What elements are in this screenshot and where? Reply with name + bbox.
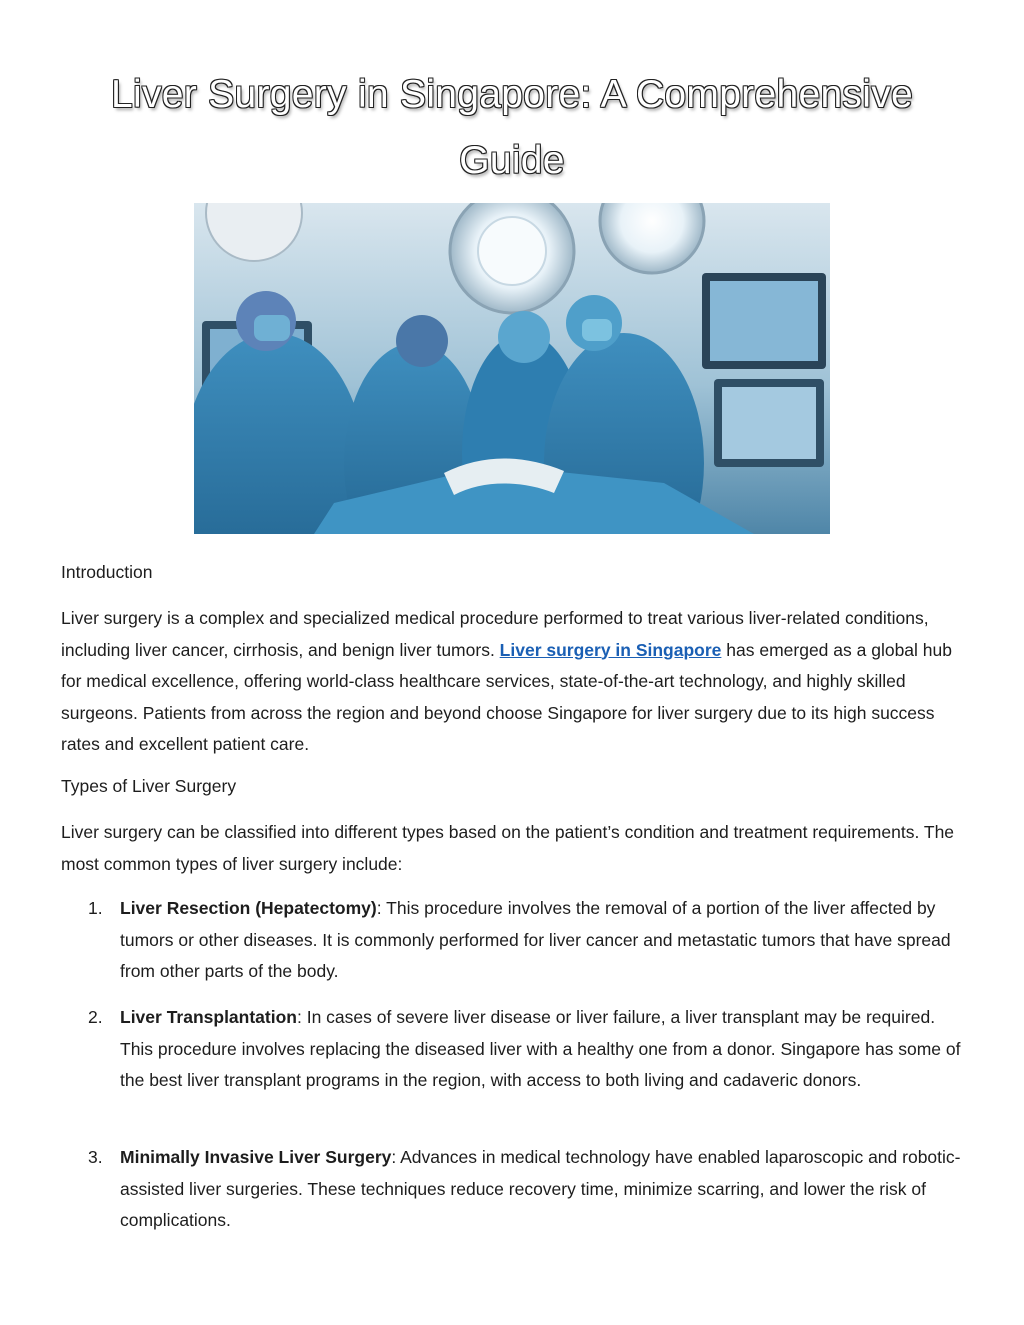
section-heading-introduction: Introduction — [61, 562, 153, 582]
list-item-description: : Advances in medical technology have enabled laparoscopic and robotic-assisted liver surgeries. These techniques reduce recovery time, minimize scarring, and lower the risk of complications. — [120, 1147, 961, 1230]
liver-surgery-singapore-link[interactable]: Liver surgery in Singapore — [499, 639, 722, 660]
list-item-title: Liver Resection (Hepatectomy) — [120, 898, 377, 918]
list-item-description: : In cases of severe liver disease or liver failure, a liver transplant may be required. This procedure involves replacing the diseased liver with a healthy one from a donor. Singapore has some of the best liver transplant programs in the region, with access to both living and cadaveric donors. — [120, 1007, 961, 1090]
list-number: 2. — [88, 1007, 103, 1027]
list-number: 1. — [88, 898, 103, 918]
list-item-title: Liver Transplantation — [120, 1007, 297, 1027]
list-item-body — [120, 1002, 966, 1097]
surgery-photo — [194, 203, 830, 534]
intro-text-before-link: Liver surgery is a complex and specialized medical procedure performed to treat various liver-related conditions, including liver cancer, cirrhosis, and benign liver tumors. — [61, 608, 929, 660]
intro-paragraph — [61, 603, 966, 761]
list-number: 3. — [88, 1147, 103, 1167]
page-title: Liver Surgery in Singapore: A Comprehensive Guide — [110, 73, 913, 182]
list-item-body — [120, 893, 966, 988]
intro-text-after-link: has emerged as a global hub for medical excellence, offering world-class healthcare services, state-of-the-art technology, and highly skilled surgeons. Patients from across the region and beyond choose Singapore for liver surgery due to its high success rates and excellent patient care. — [61, 639, 952, 754]
list-item-description: : This procedure involves the removal of a portion of the liver affected by tumors or other diseases. It is commonly performed for liver cancer and metastatic tumors that have spread from other parts of the body. — [120, 898, 951, 981]
list-item-title: Minimally Invasive Liver Surgery — [120, 1147, 392, 1167]
list-item-body — [120, 1142, 966, 1237]
section-heading-types: Types of Liver Surgery — [61, 776, 237, 796]
types-intro-paragraph: Liver surgery can be classified into different types based on the patient’s condition and treatment requirements. The most common types of liver surgery include: — [61, 822, 955, 874]
